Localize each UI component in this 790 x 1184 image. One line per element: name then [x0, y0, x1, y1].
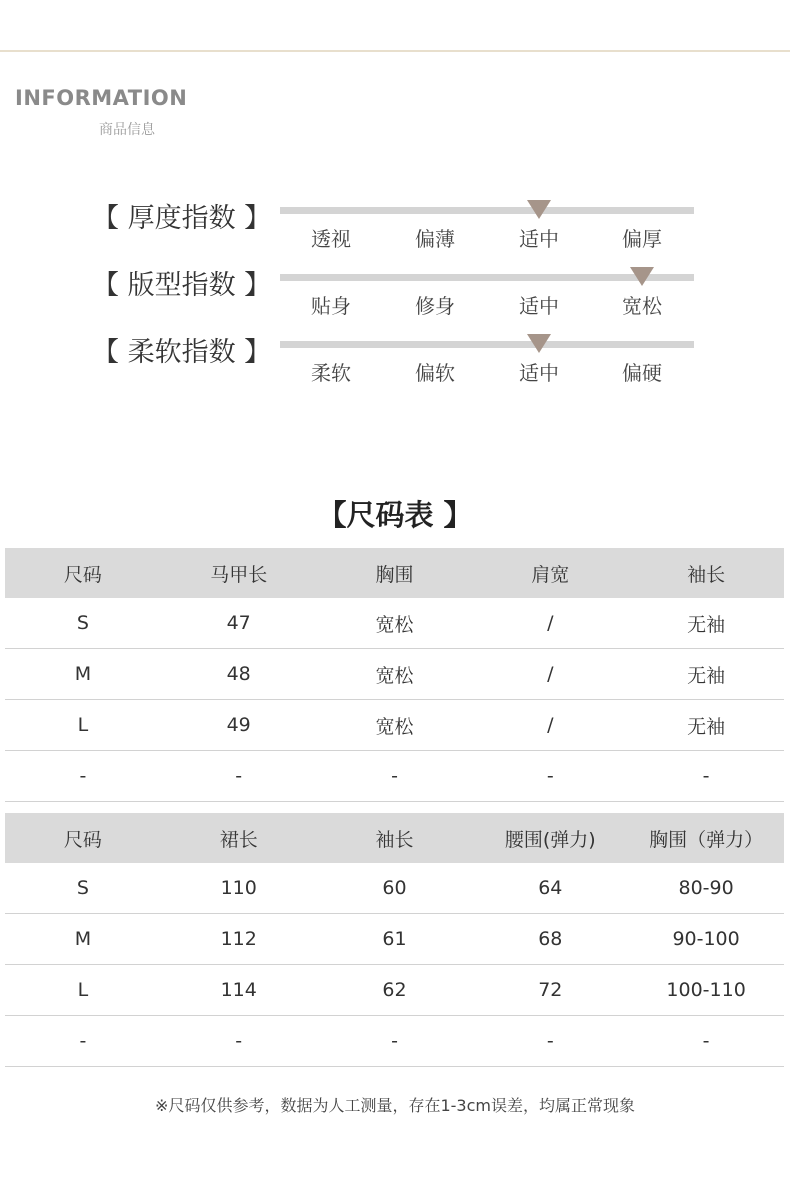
index-option: 偏薄	[415, 227, 455, 251]
table-cell: M	[5, 649, 161, 700]
table-row	[5, 863, 784, 914]
table-header-row	[5, 813, 784, 863]
table-cell: 宽松	[317, 649, 473, 700]
table-cell: -	[5, 1016, 161, 1067]
table-header-row	[5, 548, 784, 598]
info-subtitle: 商品信息	[99, 122, 155, 138]
index-label: 【 版型指数 】	[92, 270, 272, 301]
table-cell: 无袖	[628, 700, 784, 751]
index-option: 透视	[311, 227, 351, 251]
index-option: 修身	[415, 294, 455, 318]
size-footnote: ※尺码仅供参考，数据为人工测量，存在1-3cm误差，均属正常现象	[155, 1096, 635, 1115]
index-scale-bar	[280, 341, 694, 348]
table-header-cell: 尺码	[5, 813, 161, 863]
table-row	[5, 965, 784, 1016]
table-cell: -	[5, 751, 161, 802]
dress-size-table	[5, 813, 784, 1067]
table-cell: /	[472, 700, 628, 751]
table-row	[5, 649, 784, 700]
table-cell: S	[5, 598, 161, 649]
table-row	[5, 751, 784, 802]
table-cell: /	[472, 598, 628, 649]
index-row	[0, 330, 790, 390]
index-option: 柔软	[311, 361, 351, 385]
table-cell: 72	[472, 965, 628, 1016]
table-cell: -	[472, 1016, 628, 1067]
table-cell: 宽松	[317, 700, 473, 751]
table-cell: L	[5, 965, 161, 1016]
index-label: 【 厚度指数 】	[92, 203, 272, 234]
table-cell: 47	[161, 598, 317, 649]
index-option: 适中	[519, 227, 559, 251]
table-cell: 49	[161, 700, 317, 751]
table-cell: /	[472, 649, 628, 700]
table-header-cell: 肩宽	[472, 548, 628, 598]
table-cell: 60	[317, 863, 473, 914]
index-option: 偏软	[415, 361, 455, 385]
table-header-cell: 尺码	[5, 548, 161, 598]
table-header-cell: 胸围	[317, 548, 473, 598]
index-row	[0, 263, 790, 323]
index-label: 【 柔软指数 】	[92, 337, 272, 368]
index-option: 适中	[519, 361, 559, 385]
table-header-cell: 袖长	[628, 548, 784, 598]
table-cell: 62	[317, 965, 473, 1016]
table-row	[5, 700, 784, 751]
info-title: INFORMATION	[15, 86, 188, 110]
table-header-cell: 马甲长	[161, 548, 317, 598]
index-marker-icon	[527, 334, 551, 353]
table-cell: 112	[161, 914, 317, 965]
table-cell: 64	[472, 863, 628, 914]
index-row	[0, 196, 790, 256]
index-marker-icon	[630, 267, 654, 286]
table-cell: -	[628, 751, 784, 802]
table-cell: 80-90	[628, 863, 784, 914]
table-cell: 114	[161, 965, 317, 1016]
table-cell: -	[472, 751, 628, 802]
table-cell: 48	[161, 649, 317, 700]
index-option: 贴身	[311, 294, 351, 318]
table-cell: -	[628, 1016, 784, 1067]
index-option: 宽松	[622, 294, 662, 318]
table-cell: M	[5, 914, 161, 965]
table-header-cell: 袖长	[317, 813, 473, 863]
table-header-cell: 腰围(弹力)	[472, 813, 628, 863]
top-divider	[0, 50, 790, 52]
index-option: 适中	[519, 294, 559, 318]
table-cell: -	[317, 1016, 473, 1067]
table-row	[5, 914, 784, 965]
table-header-cell: 胸围（弹力）	[628, 813, 784, 863]
table-cell: 宽松	[317, 598, 473, 649]
table-cell: -	[317, 751, 473, 802]
table-cell: -	[161, 1016, 317, 1067]
table-cell: -	[161, 751, 317, 802]
table-header-cell: 裙长	[161, 813, 317, 863]
table-cell: 无袖	[628, 598, 784, 649]
index-option: 偏硬	[622, 361, 662, 385]
table-cell: L	[5, 700, 161, 751]
table-cell: 68	[472, 914, 628, 965]
table-cell: 61	[317, 914, 473, 965]
table-cell: 100-110	[628, 965, 784, 1016]
index-option: 偏厚	[622, 227, 662, 251]
table-row	[5, 598, 784, 649]
table-row	[5, 1016, 784, 1067]
table-cell: 110	[161, 863, 317, 914]
table-cell: 无袖	[628, 649, 784, 700]
table-cell: 90-100	[628, 914, 784, 965]
table-cell: S	[5, 863, 161, 914]
index-scale-bar	[280, 207, 694, 214]
size-chart-title: 【尺码表 】	[317, 498, 473, 532]
index-marker-icon	[527, 200, 551, 219]
vest-size-table	[5, 548, 784, 802]
